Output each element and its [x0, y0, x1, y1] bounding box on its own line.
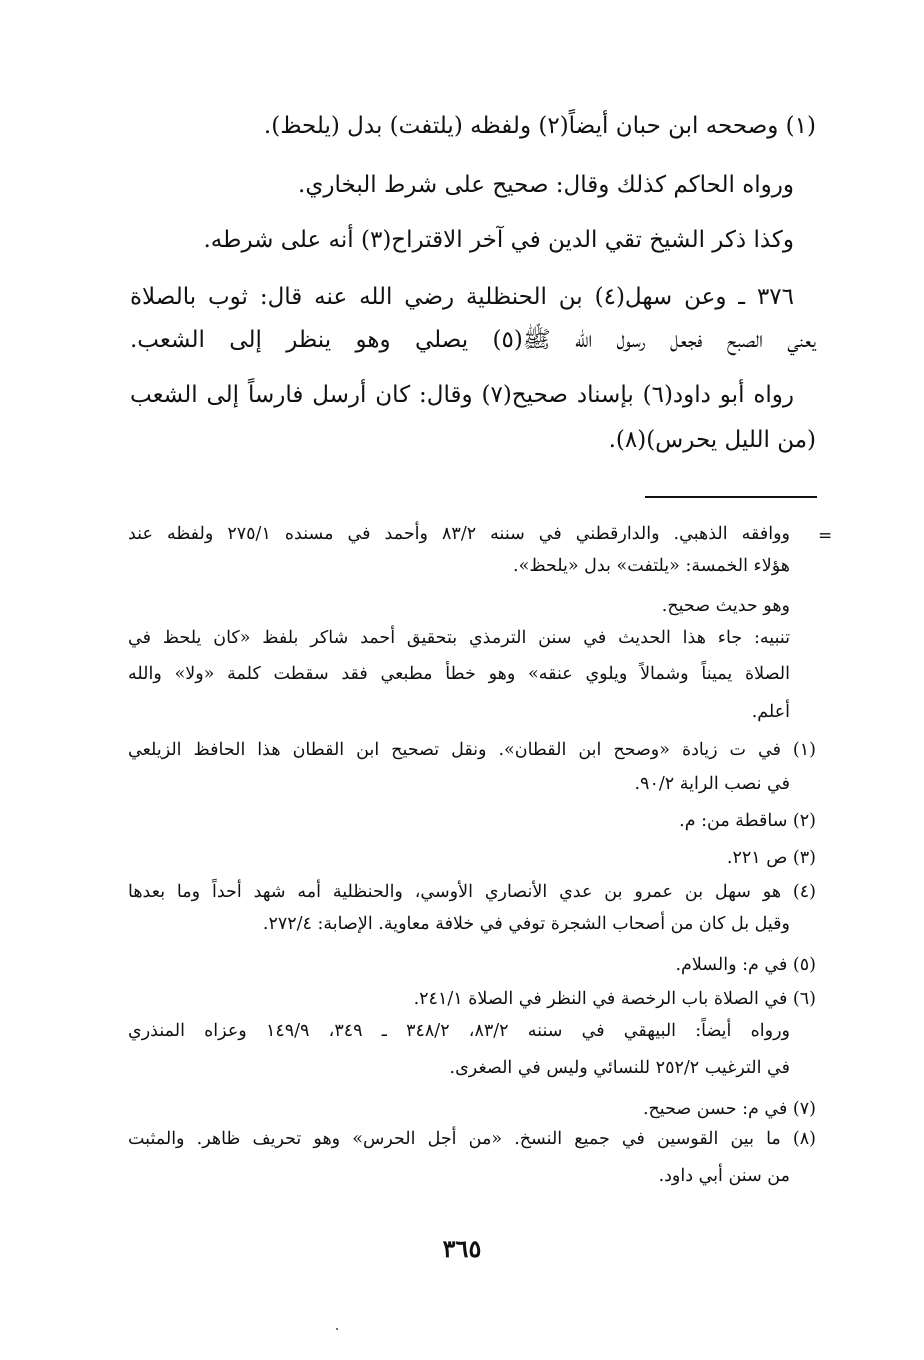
footnote-separator — [645, 496, 817, 498]
footnote-3: (٣) ص ٢٢١. — [726, 848, 816, 868]
footnote-5: (٥) في م: والسلام. — [675, 955, 816, 975]
main-text-line: يعني الصبح فجعل رسول الله ﷺ(٥) يصلي وهو ينظر إلى الشعب. — [130, 327, 816, 353]
footnote-4: (٤) هو سهل بن عمرو بن عدي الأنصاري الأوسي، والحنظلية أمه شهد أحداً وما بعدها — [128, 882, 816, 902]
footnote-continuation-marker: = — [818, 526, 833, 546]
footnote-line: أعلم. — [751, 702, 790, 722]
footnote-7: (٧) في م: حسن صحيح. — [642, 1099, 816, 1119]
footnote-line: في نصب الراية ٩٠/٢. — [634, 774, 790, 794]
main-text-line: (من الليل يحرس)(٨). — [608, 427, 816, 453]
scan-speck — [336, 1328, 338, 1330]
footnote-2: (٢) ساقطة من: م. — [679, 811, 816, 831]
footnote-8: (٨) ما بين القوسين في جميع النسخ. «من أجل الحرس» وهو تحريف ظاهر. والمثبت — [128, 1129, 816, 1149]
main-text-line: وكذا ذكر الشيخ تقي الدين في آخر الاقتراح(٣) أنه على شرطه. — [203, 227, 794, 253]
footnote-6: (٦) في الصلاة باب الرخصة في النظر في الصلاة ٢٤١/١. — [413, 989, 816, 1009]
footnote-line: ووافقه الذهبي. والدارقطني في سننه ٨٣/٢ وأحمد في مسنده ٢٧٥/١ ولفظه عند — [128, 524, 790, 544]
footnote-line: ورواه أيضاً: البيهقي في سننه ٨٣/٢، ٣٤٨/٢ ـ ٣٤٩، ١٤٩/٩ وعزاه المنذري — [128, 1021, 790, 1041]
footnote-line: وهو حديث صحيح. — [661, 596, 790, 616]
main-text-line: رواه أبو داود(٦) بإسناد صحيح(٧) وقال: كان أرسل فارساً إلى الشعب — [130, 382, 795, 408]
footnote-line: تنبيه: جاء هذا الحديث في سنن الترمذي بتحقيق أحمد شاكر بلفظ «كان يلحظ في — [128, 628, 790, 648]
footnote-line: وقيل بل كان من أصحاب الشجرة توفي في خلافة معاوية. الإصابة: ٢٧٢/٤. — [262, 914, 790, 934]
main-text-line: ٣٧٦ ـ وعن سهل(٤) بن الحنظلية رضي الله عنه قال: ثوب بالصلاة — [130, 284, 794, 310]
main-text-line: (١) وصححه ابن حبان أيضاً(٢) ولفظه (يلتفت) بدل (يلحظ). — [263, 113, 816, 139]
page-number: ٣٦٥ — [442, 1234, 482, 1263]
footnote-1: (١) في ت زيادة «وصحح ابن القطان». ونقل تصحيح ابن القطان هذا الحافظ الزيلعي — [128, 740, 816, 760]
main-text-line: ورواه الحاكم كذلك وقال: صحيح على شرط البخاري. — [298, 172, 794, 198]
footnote-line: من سنن أبي داود. — [658, 1166, 790, 1186]
footnote-line: في الترغيب ٢٥٢/٢ للنسائي وليس في الصغرى. — [449, 1058, 790, 1078]
footnote-line: هؤلاء الخمسة: «يلتفت» بدل «يلحظ». — [513, 556, 790, 576]
footnote-line: الصلاة يميناً وشمالاً ويلوي عنقه» وهو خطأ مطبعي فقد سقطت كلمة «ولا» والله — [128, 664, 790, 684]
